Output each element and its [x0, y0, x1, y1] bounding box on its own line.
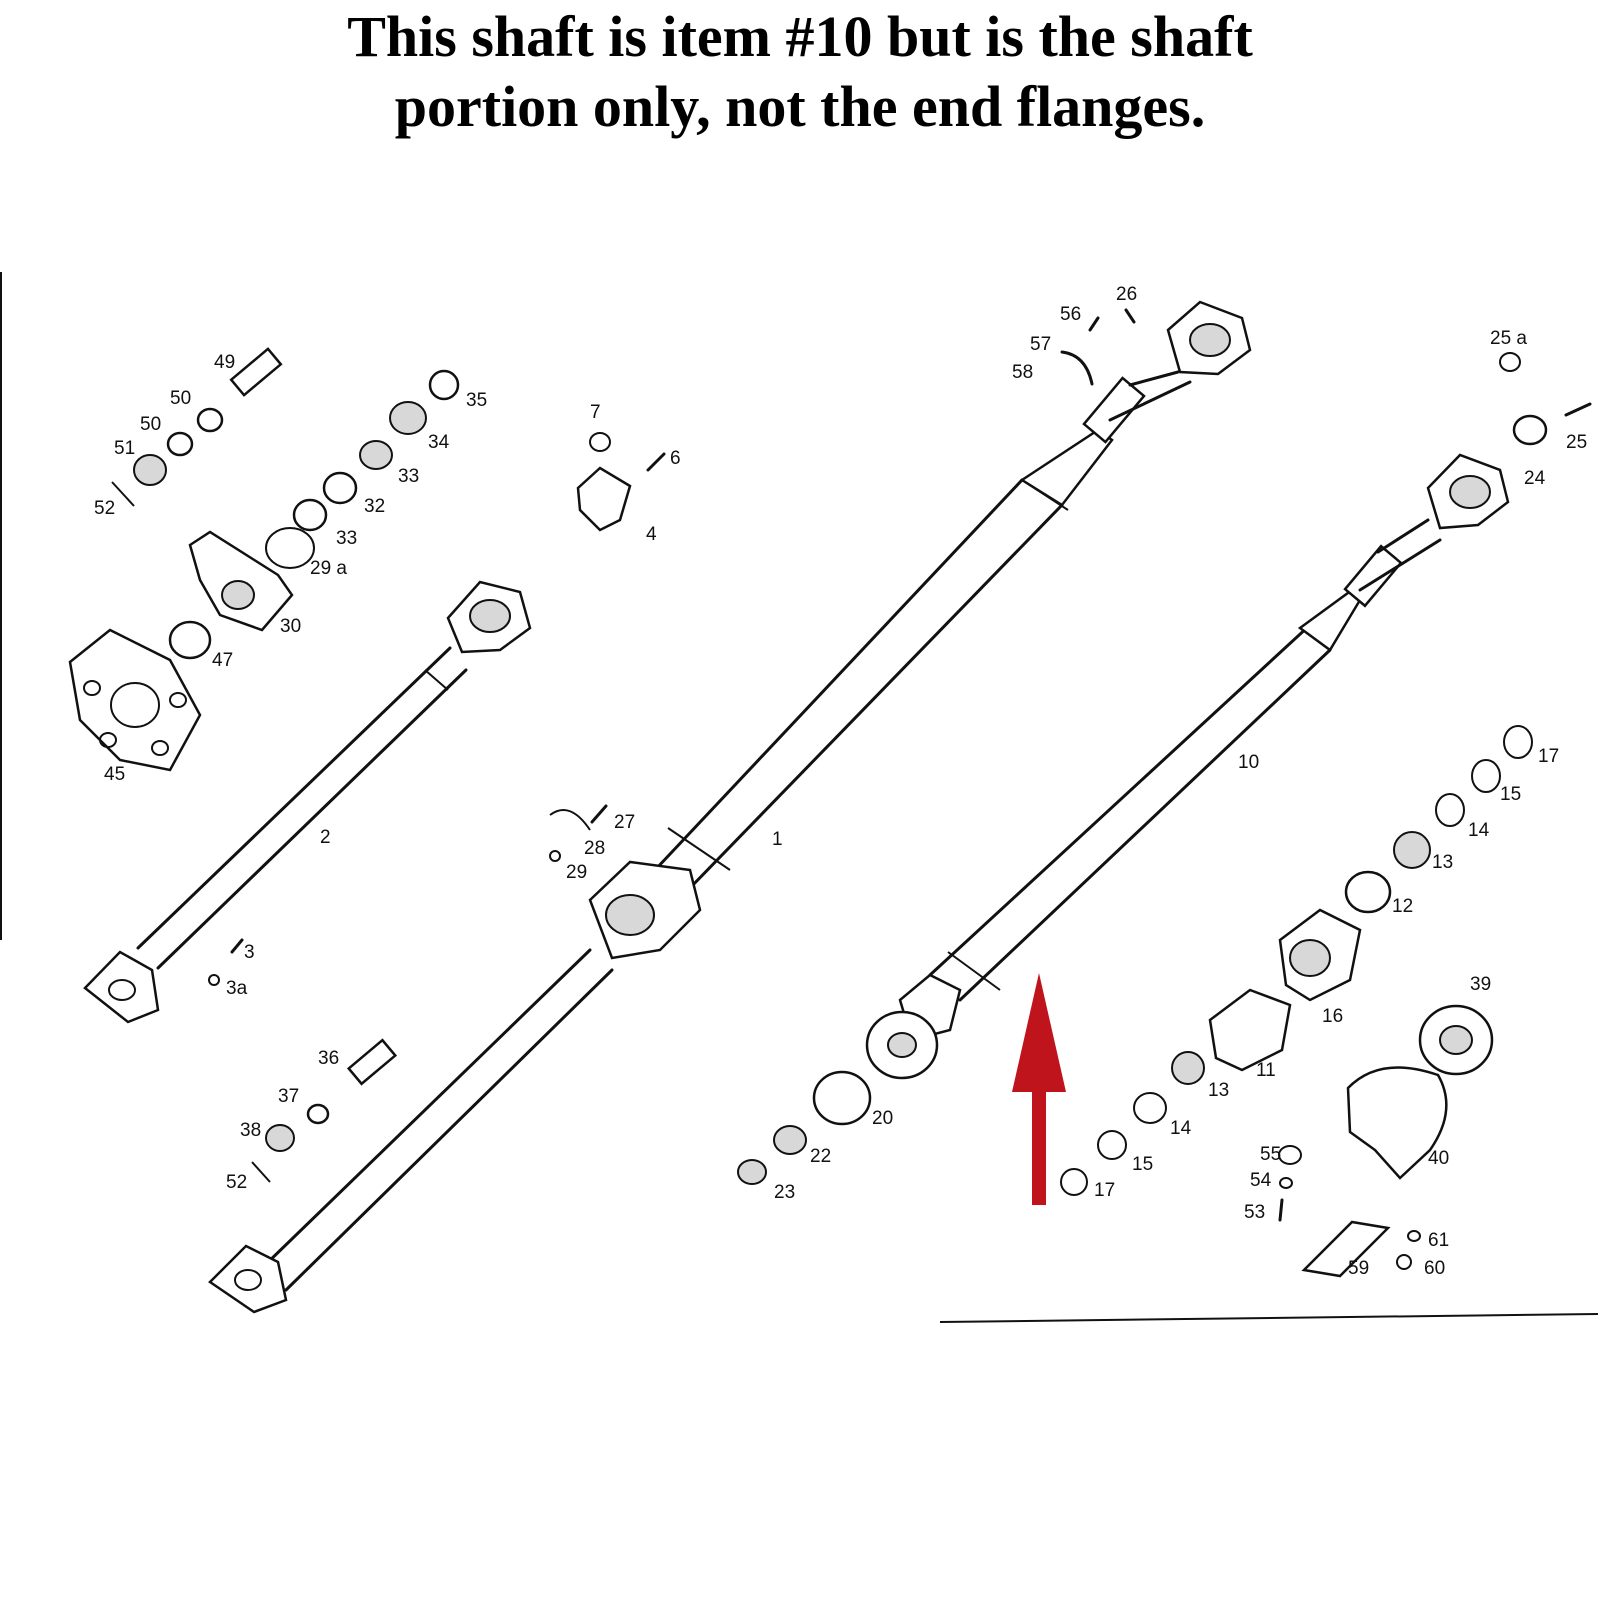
shaft-10: [867, 455, 1508, 1078]
part-12-bearing: [1346, 872, 1390, 912]
label-part-11: 11: [1256, 1060, 1276, 1081]
label-part-7: 7: [590, 402, 601, 423]
label-part-45: 45: [104, 764, 126, 785]
part-51-nut: [134, 455, 166, 485]
label-part-37: 37: [278, 1086, 300, 1107]
shaft-10-spline: [1345, 546, 1401, 606]
label-part-14-lower: 14: [1170, 1118, 1192, 1139]
bottom-frame-line: [940, 1314, 1598, 1322]
shaft-2-lower-flange: [85, 952, 158, 1022]
label-part-52-upper: 52: [94, 498, 116, 519]
label-part-59: 59: [1348, 1258, 1370, 1279]
label-part-29a: 29 a: [310, 558, 347, 579]
part-47-washer: [170, 622, 210, 658]
left-parts-cluster: [70, 349, 458, 770]
part-20-flange: [814, 1072, 870, 1124]
label-part-15-upper: 15: [1500, 784, 1522, 805]
label-part-15-lower: 15: [1132, 1154, 1154, 1175]
part-36-bolt: [349, 1040, 396, 1084]
label-part-6: 6: [670, 448, 681, 469]
label-part-57: 57: [1030, 334, 1052, 355]
label-part-14-upper: 14: [1468, 820, 1490, 841]
red-arrow-indicator: [1012, 973, 1066, 1205]
right-lower-cluster: [738, 726, 1532, 1276]
label-part-3: 3: [244, 942, 255, 963]
label-part-29: 29: [566, 862, 588, 883]
label-part-53: 53: [1244, 1202, 1266, 1223]
label-part-12: 12: [1392, 896, 1414, 917]
label-part-52-lower: 52: [226, 1172, 248, 1193]
shaft-1-spline: [1084, 378, 1144, 442]
part-24-joint: [1514, 416, 1546, 444]
label-part-55: 55: [1260, 1144, 1282, 1165]
part-11-housing: [1210, 990, 1290, 1070]
part-29a-ring: [266, 528, 314, 568]
label-part-38: 38: [240, 1120, 262, 1141]
label-part-33-lower: 33: [336, 528, 358, 549]
label-part-60: 60: [1424, 1258, 1446, 1279]
label-part-34: 34: [428, 432, 450, 453]
label-part-50-upper: 50: [170, 388, 192, 409]
part-57-clamp: [1062, 352, 1092, 384]
universal-joint-parts: [578, 433, 664, 530]
part-34-spring: [390, 402, 426, 434]
label-part-20: 20: [872, 1108, 894, 1129]
label-part-58: 58: [1012, 362, 1034, 383]
label-part-28: 28: [584, 838, 606, 859]
label-part-13-lower: 13: [1208, 1080, 1230, 1101]
label-part-35: 35: [466, 390, 488, 411]
shaft-10-taper: [1300, 590, 1360, 650]
label-part-36: 36: [318, 1048, 340, 1069]
part-4-cross: [578, 468, 630, 530]
label-part-22: 22: [810, 1146, 832, 1167]
label-part-61: 61: [1428, 1230, 1450, 1251]
label-part-32: 32: [364, 496, 386, 517]
label-part-40: 40: [1428, 1148, 1450, 1169]
label-part-23: 23: [774, 1182, 796, 1203]
label-part-4: 4: [646, 524, 657, 545]
label-part-2: 2: [320, 827, 331, 848]
shaft-2: [85, 582, 530, 1022]
label-part-17-lower: 17: [1094, 1180, 1116, 1201]
caption-line-2: portion only, not the end flanges.: [394, 74, 1206, 139]
label-part-49: 49: [214, 352, 236, 373]
label-part-3a: 3a: [226, 978, 248, 999]
label-part-50-lower: 50: [140, 414, 162, 435]
label-part-30: 30: [280, 616, 302, 637]
label-part-51: 51: [114, 438, 136, 459]
shaft-1-taper: [1022, 430, 1112, 505]
part-52-cotter-pin: [112, 482, 134, 506]
label-part-13-upper: 13: [1432, 852, 1454, 873]
label-part-54: 54: [1250, 1170, 1272, 1191]
caption-line-1: This shaft is item #10 but is the shaft: [347, 4, 1253, 69]
part-28-clamp: [550, 810, 590, 830]
label-part-26: 26: [1116, 284, 1138, 305]
label-part-27: 27: [614, 812, 636, 833]
part-49-bolt: [231, 349, 281, 395]
label-part-25a: 25 a: [1490, 328, 1527, 349]
arrow-head: [1012, 973, 1066, 1092]
label-part-39: 39: [1470, 974, 1492, 995]
part-59-plate: [1304, 1222, 1388, 1276]
label-part-1: 1: [772, 829, 783, 850]
label-part-24: 24: [1524, 468, 1546, 489]
label-part-33-upper: 33: [398, 466, 420, 487]
label-part-56: 56: [1060, 304, 1082, 325]
label-part-16: 16: [1322, 1006, 1344, 1027]
label-part-17-upper: 17: [1538, 746, 1560, 767]
label-part-47: 47: [212, 650, 234, 671]
label-part-10: 10: [1238, 752, 1260, 773]
label-part-25: 25: [1566, 432, 1588, 453]
